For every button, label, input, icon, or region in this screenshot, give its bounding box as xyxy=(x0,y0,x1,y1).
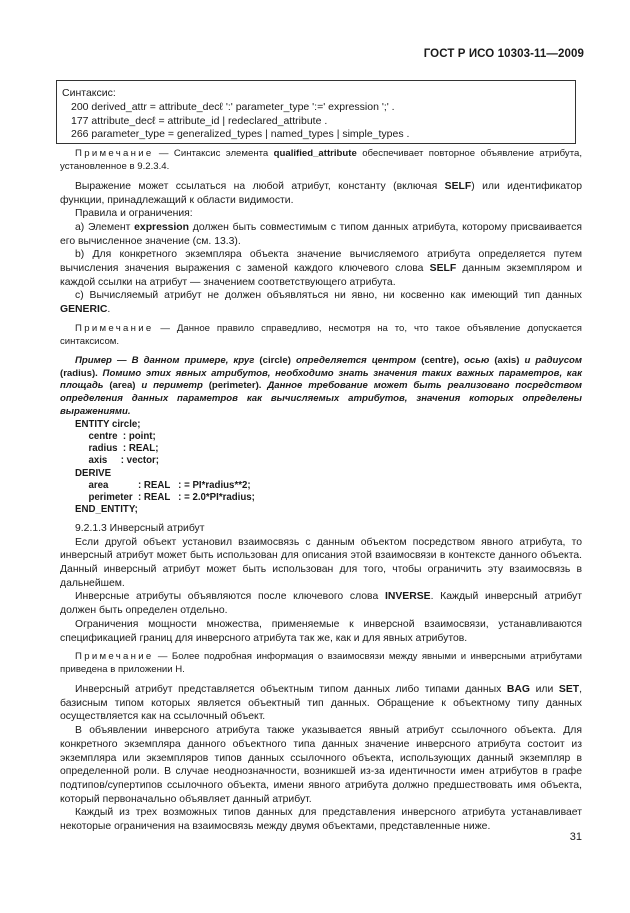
code-line: ENTITY circle; xyxy=(75,419,141,431)
note-label: Примечание xyxy=(75,322,154,334)
rule-item: c) Вычисляемый атрибут не должен объявляться ни явно, ни косвенно как имеющий тип данных GENERIC. xyxy=(60,290,582,316)
body-paragraph: Инверсные атрибуты объявляются после ключевого слова INVERSE. Каждый инверсный атрибут должен быть определен отдельно. xyxy=(60,591,582,617)
code-line: END_ENTITY; xyxy=(75,503,138,515)
rule-item: b) Для конкретного экземпляра объекта значение вычисляемого атрибута определяется путем вычисления значения выражения с заменой каждого ключевого слова SELF данным экземпляром и каждой ссылки на атрибут — значением соответствующего атрибута. xyxy=(60,249,582,288)
page-content xyxy=(60,148,582,834)
note-label: Примечание xyxy=(75,651,154,663)
example-paragraph: Пример — В данном примере, круг (circle) определяется центром (centre), осью (axis) и радиусом (radius). Помимо этих явных атрибутов, необходимо знать значения таких важных параметров, как площадь (area) и периметр (perimeter). Данное требование может быть реализовано посредством определения данных параметров как вычисляемых атрибутов, значения которых определены выражениями. xyxy=(60,354,582,418)
syntax-label: Синтаксис: xyxy=(62,87,116,99)
body-paragraph: Если другой объект установил взаимосвязь с данным объектом посредством явного атрибута, то инверсный атрибут может быть использован для описания этой взаимосвязи в контексте данного объекта. Данный инверсный атрибут может быть использован для того, чтобы ограничить эту взаимосвязь в дальнейшем. xyxy=(60,536,582,589)
page-header: ГОСТ Р ИСО 10303-11—2009 xyxy=(423,48,584,60)
page-number: 31 xyxy=(569,831,582,843)
code-line: radius : REAL; xyxy=(75,443,159,455)
syntax-box xyxy=(56,80,576,144)
section-heading: 9.2.1.3 Инверсный атрибут xyxy=(75,522,205,534)
note-label: Примечание xyxy=(75,148,154,159)
code-line: area : REAL : = PI*radius**2; xyxy=(75,479,251,491)
rules-title: Правила и ограничения: xyxy=(75,208,193,220)
body-paragraph: Выражение может ссылаться на любой атрибут, константу (включая SELF) или идентификатор функции, принадлежащий к области видимости. xyxy=(60,180,583,206)
note-paragraph: Примечание — Данное правило справедливо, несмотря на то, что такое объявление допускается синтаксисом. xyxy=(60,322,582,347)
syntax-line: 266 parameter_type = generalized_types | named_types | simple_types . xyxy=(71,128,410,141)
note-paragraph: Примечание — Синтаксис элемента qualified_attribute обеспечивает повторное объявление атрибута, установленное в 9.2.3.4. xyxy=(60,148,582,172)
rule-item: a) Элемент expression должен быть совместимым с типом данных атрибута, которому присваивается его вычисленное значение (см. 13.3). xyxy=(60,221,582,247)
note-paragraph: Примечание — Более подробная информация о взаимосвязи между явными и инверсными атрибутами приведена в приложении Н. xyxy=(60,651,582,676)
code-line: DERIVE xyxy=(75,467,112,479)
body-paragraph: Каждый из трех возможных типов данных для представления инверсного атрибута устанавливает некоторые ограничения на взаимосвязь между двумя объектами, представленные ниже. xyxy=(60,807,582,833)
code-line: centre : point; xyxy=(75,431,156,443)
body-paragraph: Ограничения мощности множества, применяемые к инверсной взаимосвязи, устанавливаются спецификацией границ для инверсного атрибута так же, как и для явных атрибутов. xyxy=(60,618,582,644)
syntax-line: 177 attribute_decℓ = attribute_id | redeclared_attribute . xyxy=(71,114,328,127)
syntax-line: 200 derived_attr = attribute_decℓ ':' parameter_type ':=' expression ';' . xyxy=(71,100,395,113)
code-line: axis : vector; xyxy=(75,455,159,467)
code-block xyxy=(75,419,582,516)
body-paragraph: В объявлении инверсного атрибута также указывается явный атрибут ссылочного объекта. Для конкретного экземпляра данного объектного типа данных значение инверсного атрибута состоит из экземпляра или экземпляров типов данных ссылочного объекта, использующих данный экземпляр в определенной роли. В случае неоднозначности, возникшей из-за идентичности имен атрибутов в графе подтипов/супертипов ссылочного объекта, имени явного атрибута должно предшествовать имя объекта, который первоначально объявляет данный атрибут. xyxy=(60,725,582,805)
body-paragraph: Инверсный атрибут представляется объектным типом данных либо типами данных BAG или SET, базисным типом которых является объектный тип данных. Обращение к объектному типу данных осуществляется как на ссылочный объект. xyxy=(60,684,582,723)
code-line: perimeter : REAL : = 2.0*PI*radius; xyxy=(75,491,255,503)
